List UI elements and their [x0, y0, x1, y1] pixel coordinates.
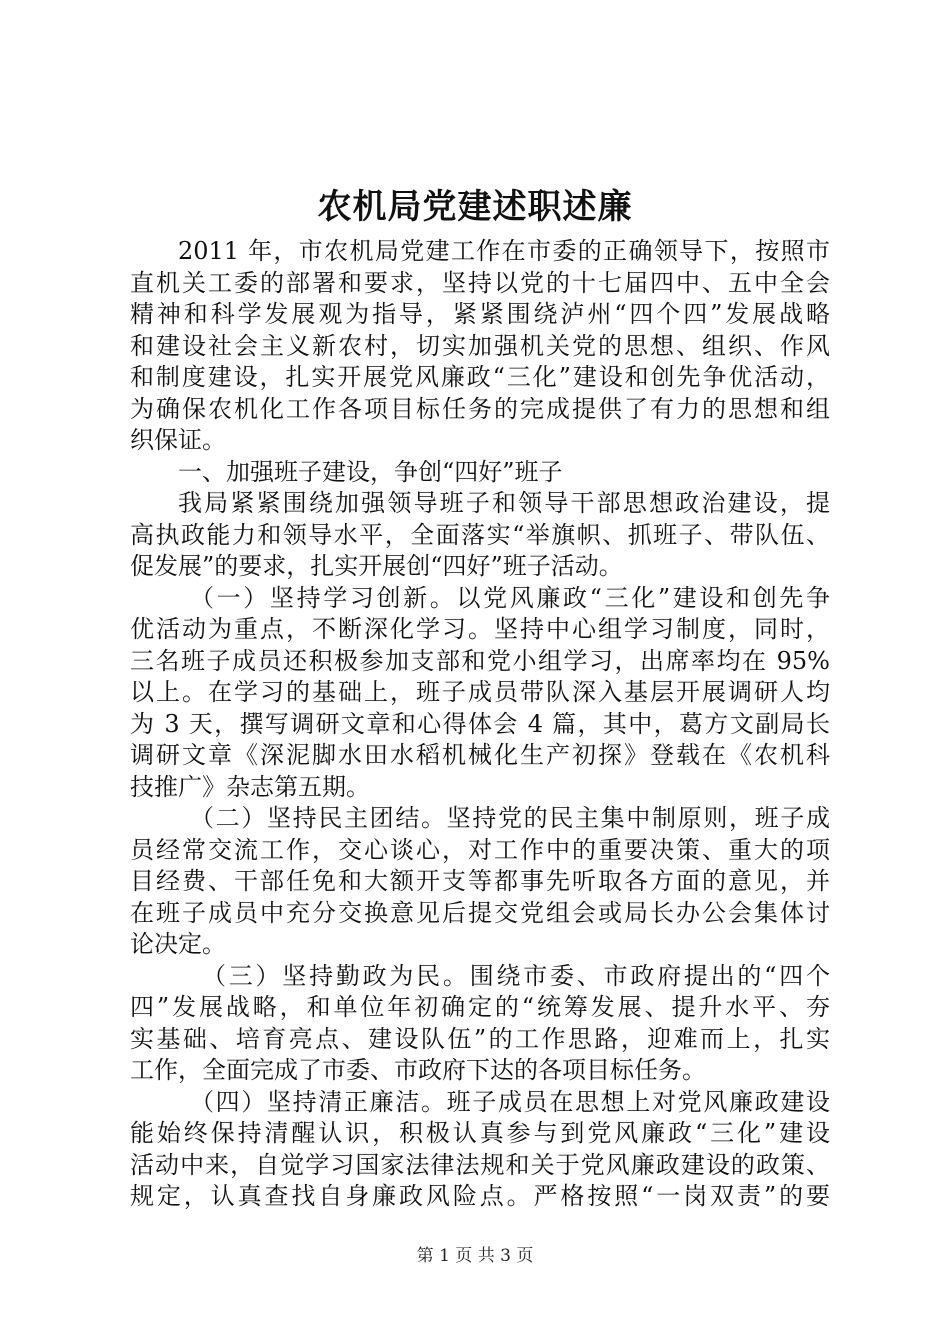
text-line: 三名班子成员还积极参加支部和党小组学习，出席率均在 95% [130, 646, 830, 675]
text-line: 规定，认真查找自身廉政风险点。严格按照“一岗双责”的要 [130, 1182, 830, 1210]
text-line: （三）坚持勤政为民。围绕市委、市政府提出的“四个 [202, 961, 830, 990]
text-line: 在班子成员中充分交换意见后提交党组会或局长办公会集体讨 [130, 898, 830, 927]
text-line: 促发展”的要求，扎实开展创“四好”班子活动。 [130, 552, 623, 580]
text-line: 以上。在学习的基础上，班子成员带队深入基层开展调研人均 [130, 678, 830, 706]
text-line: 高执政能力和领导水平，全面落实“举旗帜、抓班子、带队伍、 [130, 520, 830, 549]
text-line: 工作，全面完成了市委、市政府下达的各项目标任务。 [130, 1056, 706, 1084]
text-line: 能始终保持清醒认识，积极认真参与到党风廉政“三化”建设 [130, 1119, 830, 1147]
text-line: 四”发展战略，和单位年初确定的“统筹发展、提升水平、夯 [130, 993, 830, 1021]
text-line: 精神和科学发展观为指导，紧紧围绕泸州“四个四”发展战略 [130, 300, 830, 328]
text-line: （二）坚持民主团结。坚持党的民主集中制原则，班子成 [190, 804, 830, 832]
text-line: 调研文章《深泥脚水田水稻机械化生产初探》登载在《农机科 [130, 741, 830, 769]
text-line: 技推广》杂志第五期。 [130, 772, 370, 801]
text-line: 实基础、培育亮点、建设队伍”的工作思路，迎难而上，扎实 [130, 1024, 830, 1053]
text-line: （四）坚持清正廉洁。班子成员在思想上对党风廉政建设 [190, 1087, 830, 1116]
text-line: （一）坚持学习创新。以党风廉政“三化”建设和创先争 [190, 583, 830, 612]
text-line: 2011 年，市农机局党建工作在市委的正确领导下，按照市 [178, 237, 830, 265]
text-line: 和制度建设，扎实开展党风廉政“三化”建设和创先争优活动， [130, 363, 830, 391]
text-line: 和建设社会主义新农村，切实加强机关党的思想、组织、作风 [130, 331, 830, 360]
page-number-footer: 第 1 页 共 3 页 [416, 1246, 534, 1266]
text-line: 活动中来，自觉学习国家法律法规和关于党风廉政建设的政策、 [130, 1150, 830, 1179]
text-line: 为 3 天，撰写调研文章和心得体会 4 篇，其中，葛方文副局长 [130, 709, 830, 738]
document-body [130, 236, 830, 1213]
text-line: 直机关工委的部署和要求，坚持以党的十七届四中、五中全会 [130, 268, 830, 297]
text-line: 织保证。 [130, 426, 226, 454]
document-title: 农机局党建述职述廉 [317, 187, 633, 227]
text-line: 论决定。 [130, 930, 226, 958]
text-line: 我局紧紧围绕加强领导班子和领导干部思想政治建设，提 [178, 489, 830, 517]
text-line: 优活动为重点，不断深化学习。坚持中心组学习制度，同时， [130, 615, 830, 643]
section-heading: 一、加强班子建设，争创“四好”班子 [178, 457, 563, 486]
text-line: 目经费、干部任免和大额开支等都事先听取各方面的意见，并 [130, 867, 830, 895]
text-line: 员经常交流工作，交心谈心，对工作中的重要决策、重大的项 [130, 835, 830, 864]
text-line: 为确保农机化工作各项目标任务的完成提供了有力的思想和组 [130, 394, 830, 423]
